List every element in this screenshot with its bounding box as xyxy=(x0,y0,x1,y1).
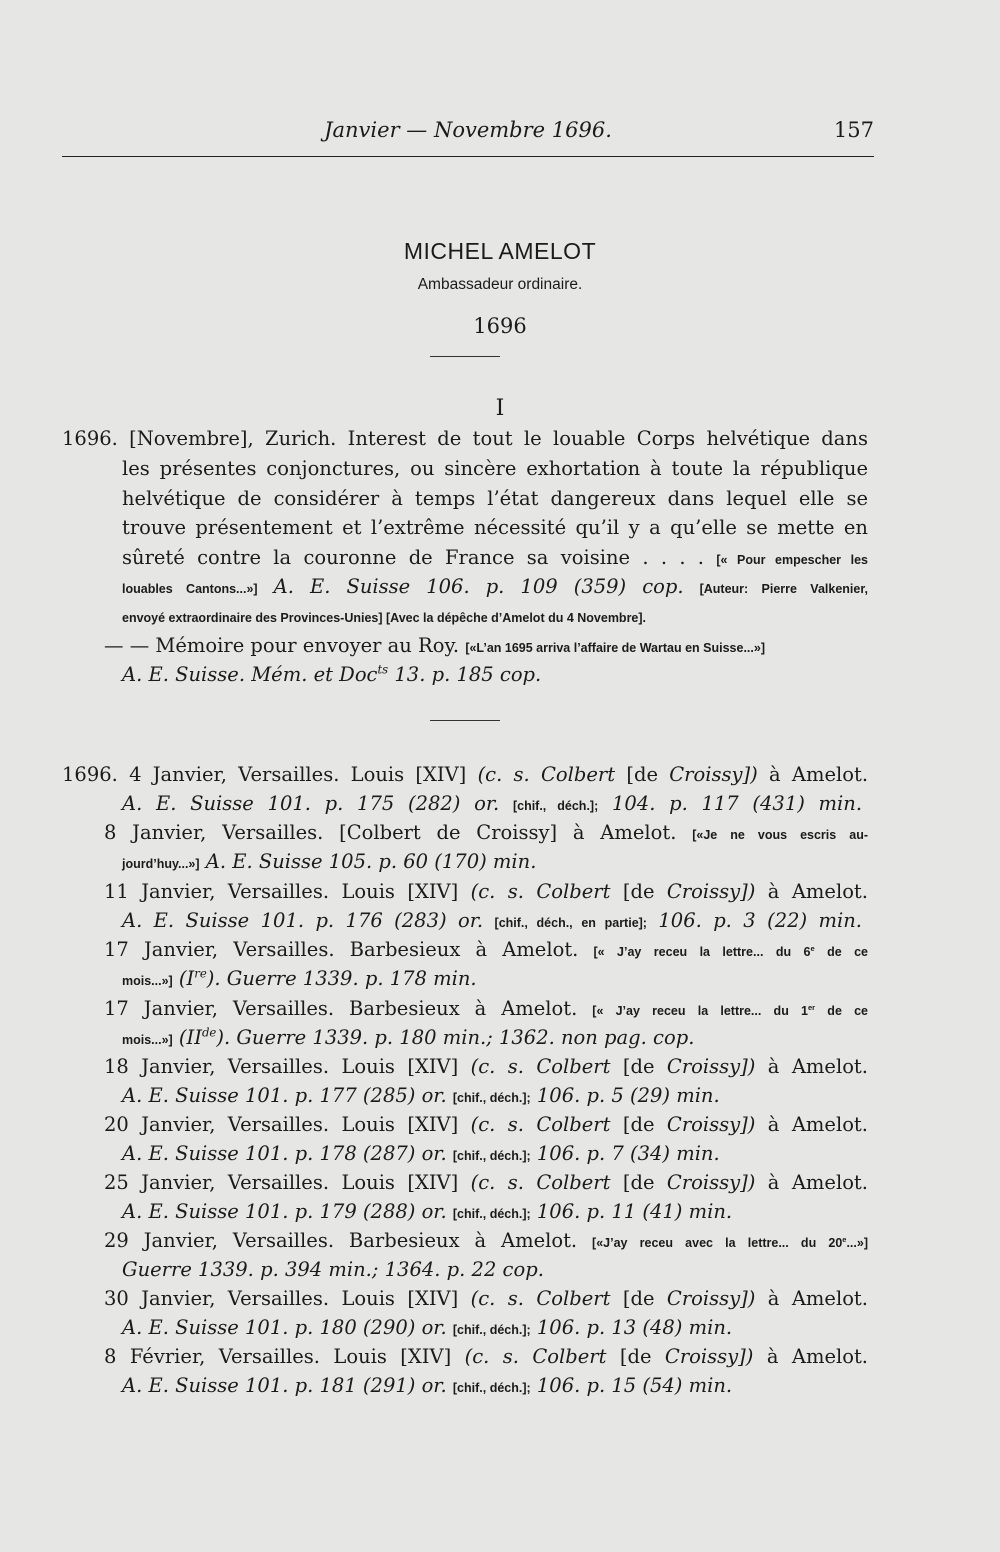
entry-note: [chif., déch.]; xyxy=(452,1149,531,1163)
entry-line: trouve présentement et l’extrême nécessité qu’il y a qu’elle se mette en xyxy=(122,516,868,539)
entry-line xyxy=(122,603,646,631)
entry-text: sûreté contre la couronne de France sa voisine . . . . xyxy=(122,546,705,569)
archive-reference: A. E. Suisse 106. p. 109 (359) cop. xyxy=(273,575,684,598)
entry-note: louables Cantons...»] xyxy=(122,582,258,596)
entry-line: A. E. Suisse. Mém. et Doc$^{ts}$ 13. p. 185 cop. xyxy=(122,662,542,686)
entry-line: les présentes conjonctures, ou sincère exhortation à toute la république xyxy=(122,457,868,480)
entry-note: [chif., déch., en partie]; xyxy=(494,916,647,930)
entry-note: [Auteur: Pierre Valkenier, xyxy=(699,582,868,596)
entry-note: [chif., déch.]; xyxy=(452,1207,531,1221)
entry-note: envoyé extraordinaire des Provinces-Unies] [Avec la dépêche d’Amelot du 4 Novembre]. xyxy=(122,611,647,625)
archive-reference: A. E. Suisse 101. p. 180 (290) or. xyxy=(122,1316,447,1339)
section-divider xyxy=(430,720,500,721)
entry-line xyxy=(122,1083,720,1111)
entry-note: [chif., déch.]; xyxy=(452,1091,531,1105)
entry-note: [chif., déch.]; xyxy=(452,1323,531,1337)
archive-reference: A. E. Suisse 101. p. 178 (287) or. xyxy=(122,1142,447,1165)
entry-line xyxy=(122,849,536,877)
entry-line: 30 Janvier, Versailles. Louis [XIV] (c. s. Colbert [de Croissy]) à Amelot. xyxy=(104,1287,868,1310)
entry-line xyxy=(122,1373,732,1401)
entry-note: [chif., déch.]; xyxy=(452,1381,531,1395)
archive-reference: A. E. Suisse 101. p. 179 (288) or. xyxy=(122,1200,447,1223)
page-number: 157 xyxy=(833,118,874,142)
section-role: Ambassadeur ordinaire. xyxy=(417,276,583,293)
archive-reference: 106. p. 7 (34) min. xyxy=(536,1142,720,1165)
entry-note: [«Je ne vous escris au- xyxy=(692,828,868,842)
archive-reference: A. E. Suisse 101. p. 175 (282) or. xyxy=(122,792,500,815)
entry-line: 8 Janvier, Versailles. [Colbert de Croissy] à Amelot. [«Je ne vous escris au- xyxy=(104,821,868,844)
entry-line xyxy=(122,908,862,936)
entry-note: [« J’ay receu la lettre... du 1er de ce xyxy=(592,1002,869,1018)
entry-note: [«J’ay receu avec la lettre... du 20e...»] xyxy=(592,1234,868,1250)
entry-note: mois...»] xyxy=(122,1033,173,1047)
entry-note: [« Pour empescher les xyxy=(716,553,868,567)
entry-note: mois...»] xyxy=(122,974,173,988)
running-head-title: Janvier — Novembre 1696. xyxy=(324,118,612,142)
entry-text: Interest de tout le louable Corps helvétique dans xyxy=(336,427,868,450)
entry-note: jourd’huy...»] xyxy=(122,857,200,871)
section-name: MICHEL AMELOT xyxy=(403,238,597,264)
archive-reference: 106. p. 11 (41) min. xyxy=(536,1200,733,1223)
entry-line: helvétique de considérer à temps l’état dangereux dans lequel elle se xyxy=(122,487,868,510)
archive-reference: A. E. Suisse 101. p. 177 (285) or. xyxy=(122,1084,447,1107)
entry-line xyxy=(122,966,477,994)
archive-reference: A. E. Suisse 105. p. 60 (170) min. xyxy=(205,850,537,873)
section-number: I xyxy=(495,396,505,421)
entry-line xyxy=(122,1141,720,1169)
archive-reference: (Ire). Guerre 1339. p. 178 min. xyxy=(178,966,477,990)
archive-reference: 106. p. 15 (54) min. xyxy=(536,1374,733,1397)
entry-line: 20 Janvier, Versailles. Louis [XIV] (c. s. Colbert [de Croissy]) à Amelot. xyxy=(104,1113,868,1136)
archive-reference: 104. p. 117 (431) min. xyxy=(611,792,863,815)
archive-reference: A. E. Suisse 101. p. 176 (283) or. xyxy=(122,909,484,932)
entry-line xyxy=(122,574,868,602)
archive-reference: 106. p. 13 (48) min. xyxy=(536,1316,733,1339)
archive-reference: (IIde). Guerre 1339. p. 180 min.; 1362. non pag. cop. xyxy=(178,1025,695,1049)
entry-line xyxy=(104,633,765,661)
entry-line: 11 Janvier, Versailles. Louis [XIV] (c. s. Colbert [de Croissy]) à Amelot. xyxy=(104,880,868,903)
entry-line: 17 Janvier, Versailles. Barbesieux à Amelot. [« J’ay receu la lettre... du 1er de ce xyxy=(104,997,869,1020)
entry-line: 17 Janvier, Versailles. Barbesieux à Amelot. [« J’ay receu la lettre... du 6e de ce xyxy=(104,938,868,961)
running-head xyxy=(62,118,874,157)
entry-line: 8 Février, Versailles. Louis [XIV] (c. s. Colbert [de Croissy]) à Amelot. xyxy=(104,1345,868,1368)
entry-line xyxy=(122,545,868,573)
entry-note: [«L’an 1695 arriva l’affaire de Wartau en Suisse...»] xyxy=(465,641,765,655)
year-divider xyxy=(430,356,500,357)
entry-text: — — Mémoire pour envoyer au Roy. xyxy=(104,634,460,657)
entry-line xyxy=(62,426,868,452)
archive-reference: 106. p. 3 (22) min. xyxy=(658,909,863,932)
entry-note: [chif., déch.]; xyxy=(512,799,599,813)
archive-reference: A. E. Suisse 101. p. 181 (291) or. xyxy=(122,1374,447,1397)
entry-line: 25 Janvier, Versailles. Louis [XIV] (c. s. Colbert [de Croissy]) à Amelot. xyxy=(104,1171,868,1194)
archive-reference: Guerre 1339. p. 394 min.; 1364. p. 22 cop. xyxy=(122,1258,544,1281)
entry-line: 18 Janvier, Versailles. Louis [XIV] (c. s. Colbert [de Croissy]) à Amelot. xyxy=(104,1055,868,1078)
entry-line xyxy=(122,1199,732,1227)
entry-date: 1696. [Novembre], Zurich. xyxy=(62,427,337,450)
entry-line xyxy=(122,791,862,819)
entry-line: 29 Janvier, Versailles. Barbesieux à Amelot. [«J’ay receu avec la lettre... du 20e...»] xyxy=(104,1229,868,1252)
archive-reference: A. E. Suisse. Mém. et Doc xyxy=(122,663,378,686)
entry-line xyxy=(122,1315,732,1343)
entry-note: [« J’ay receu la lettre... du 6e de ce xyxy=(593,943,868,959)
section-year: 1696 xyxy=(473,314,527,338)
entry-line xyxy=(122,1025,694,1053)
archive-reference: 106. p. 5 (29) min. xyxy=(536,1084,720,1107)
entry-line xyxy=(122,1257,544,1283)
entry-line: 1696. 4 Janvier, Versailles. Louis [XIV] (c. s. Colbert [de Croissy]) à Amelot. xyxy=(62,763,869,786)
